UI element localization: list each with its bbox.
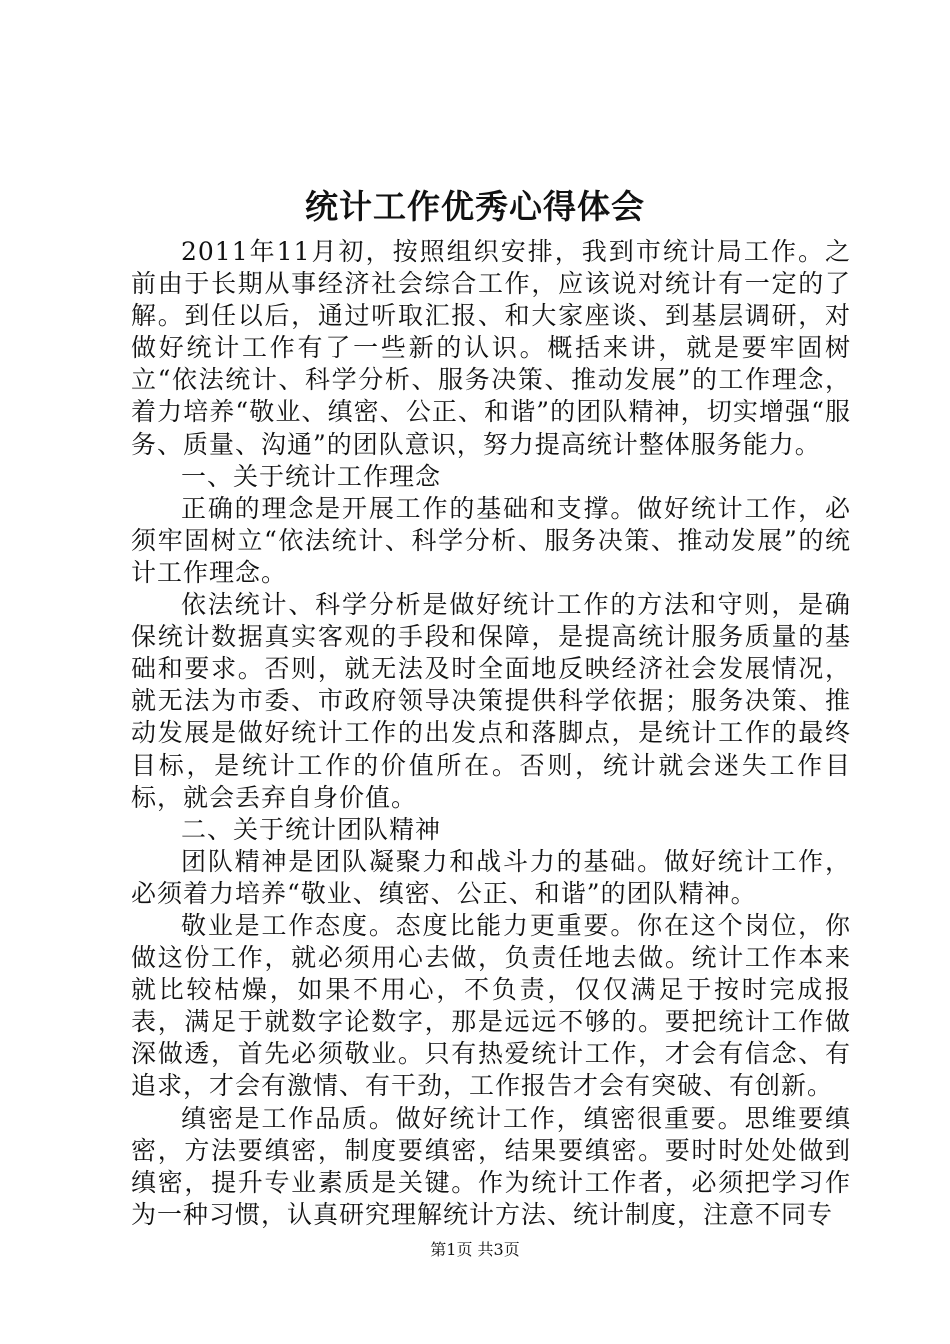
section-heading-2: 二、关于统计团队精神 bbox=[181, 814, 442, 844]
paragraph: 缜密是工作品质。做好统计工作，缜密很重要。思维要缜密，方法要缜密，制度要缜密，结果要缜密。要时时处处做到缜密，提升专业素质是关键。作为统计工作者，必须把学习作为一种习惯，认真研究理解统计方法、统计制度，注意不同专 bbox=[131, 1103, 851, 1229]
document-title: 统计工作优秀心得体会 bbox=[305, 187, 645, 226]
page-number-footer: 第1页 共3页 bbox=[430, 1240, 520, 1259]
paragraph: 依法统计、科学分析是做好统计工作的方法和守则，是确保统计数据真实客观的手段和保障，是提高统计服务质量的基础和要求。否则，就无法及时全面地反映经济社会发展情况，就无法为市委、市政府领导决策提供科学依据；服务决策、推动发展是做好统计工作的出发点和落脚点，是统计工作的最终目标，是统计工作的价值所在。否则，统计就会迷失工作目标，就会丢弃自身价值。 bbox=[131, 590, 851, 812]
document-body bbox=[131, 236, 851, 1231]
paragraph-intro: 2011年11月初，按照组织安排，我到市统计局工作。之前由于长期从事经济社会综合工作，应该说对统计有一定的了解。到任以后，通过听取汇报、和大家座谈、到基层调研，对做好统计工作有了一些新的认识。概括来讲，就是要牢固树立“依法统计、科学分析、服务决策、推动发展”的工作理念，着力培养“敬业、缜密、公正、和谐”的团队精神，切实增强“服务、质量、沟通”的团队意识，努力提高统计整体服务能力。 bbox=[131, 237, 851, 459]
paragraph: 团队精神是团队凝聚力和战斗力的基础。做好统计工作，必须着力培养“敬业、缜密、公正、和谐”的团队精神。 bbox=[131, 846, 851, 908]
paragraph: 敬业是工作态度。态度比能力更重要。你在这个岗位，你做这份工作，就必须用心去做，负责任地去做。统计工作本来就比较枯燥，如果不用心，不负责，仅仅满足于按时完成报表，满足于就数字论数字，那是远远不够的。要把统计工作做深做透，首先必须敬业。只有热爱统计工作，才会有信念、有追求，才会有激情、有干劲，工作报告才会有突破、有创新。 bbox=[131, 910, 851, 1101]
section-heading-1: 一、关于统计工作理念 bbox=[181, 461, 442, 491]
paragraph: 正确的理念是开展工作的基础和支撑。做好统计工作，必须牢固树立“依法统计、科学分析、服务决策、推动发展”的统计工作理念。 bbox=[131, 493, 851, 587]
